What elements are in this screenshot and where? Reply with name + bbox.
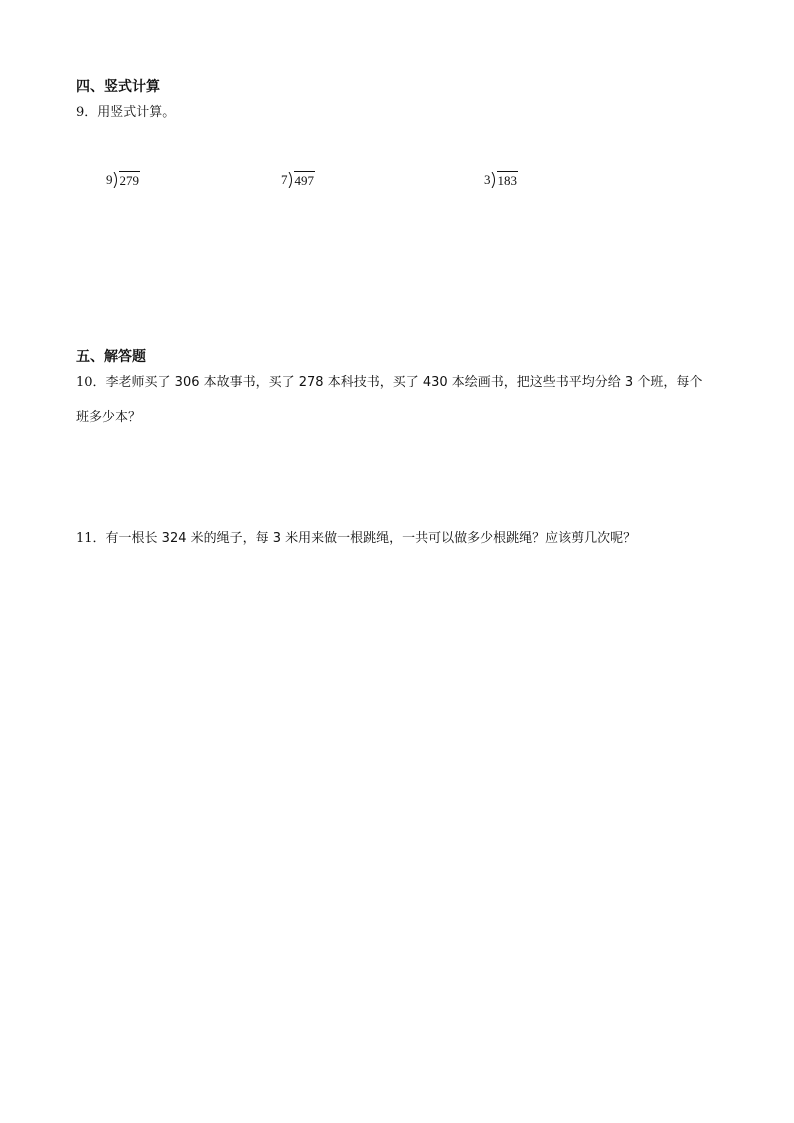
dividend-2: 497 — [294, 173, 314, 188]
question-11-text: 有一根长 324 米的绳子，每 3 米用来做一根跳绳，一共可以做多少根跳绳？应该剪几次呢？ — [105, 531, 637, 546]
dividend-1: 279 — [119, 173, 139, 188]
question-10-line-1 — [76, 374, 702, 392]
question-9-text: 用竖式计算。 — [97, 105, 176, 120]
question-10-line-2: 班多少本？ — [76, 410, 142, 425]
section-4-title: 四、竖式计算 — [76, 79, 160, 95]
long-division-3 — [484, 170, 518, 190]
divisor-1: 9 — [106, 172, 113, 187]
question-9-number: 9． — [76, 105, 98, 120]
divisor-3: 3 — [484, 172, 491, 187]
divisor-2: 7 — [281, 172, 288, 187]
section-5-title: 五、解答题 — [76, 349, 146, 365]
question-10-number: 10． — [76, 375, 106, 390]
question-11-number: 11． — [76, 531, 106, 546]
long-division-1 — [106, 170, 140, 190]
question-10-text-line-1: 李老师买了 306 本故事书，买了 278 本科技书，买了 430 本绘画书，把这些书平均分给 3 个班，每个 — [105, 375, 703, 390]
dividend-3: 183 — [497, 173, 517, 188]
question-11 — [76, 530, 636, 548]
question-9 — [76, 104, 175, 122]
long-division-2 — [281, 170, 315, 190]
